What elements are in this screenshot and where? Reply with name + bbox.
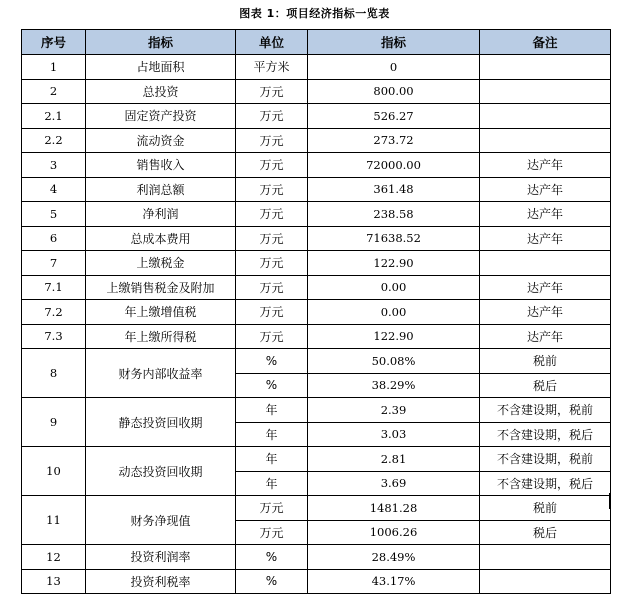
table-row: [22, 55, 611, 80]
cell-unit: 万元: [236, 226, 308, 251]
cell-value: 361.48: [308, 177, 480, 202]
cell-no: 4: [22, 177, 86, 202]
cell-unit: 万元: [236, 177, 308, 202]
cell-unit: 年: [236, 471, 308, 496]
table-row: [22, 226, 611, 251]
cell-value: 0.00: [308, 275, 480, 300]
cell-indicator: 总成本费用: [86, 226, 236, 251]
cell-indicator: 流动资金: [86, 128, 236, 153]
cell-note: 税前: [480, 349, 611, 374]
cell-unit: 万元: [236, 202, 308, 227]
table-row: [22, 300, 611, 325]
cell-value: 122.90: [308, 324, 480, 349]
cell-value: 2.39: [308, 398, 480, 423]
header-cell-value: 指标: [308, 30, 480, 55]
cell-value: 72000.00: [308, 153, 480, 178]
cell-note: 达产年: [480, 177, 611, 202]
cell-no: 3: [22, 153, 86, 178]
cell-unit: 万元: [236, 324, 308, 349]
cell-note: 不含建设期，税后: [480, 471, 611, 496]
cell-note: [480, 79, 611, 104]
cell-unit: 年: [236, 398, 308, 423]
table-body: [22, 55, 611, 594]
cell-unit: 万元: [236, 79, 308, 104]
table-row: [22, 324, 611, 349]
table-caption: 图表 1：项目经济指标一览表: [239, 7, 390, 20]
cell-note: [480, 55, 611, 80]
cell-no: 7: [22, 251, 86, 276]
cell-indicator: 上缴销售税金及附加: [86, 275, 236, 300]
cell-note: 不含建设期，税前: [480, 447, 611, 472]
cell-note: 达产年: [480, 275, 611, 300]
table-row: [22, 104, 611, 129]
cell-no: 7.3: [22, 324, 86, 349]
cell-indicator: 销售收入: [86, 153, 236, 178]
header-row: [22, 30, 611, 55]
cell-value: 1006.26: [308, 520, 480, 545]
cell-unit: %: [236, 349, 308, 374]
cell-value: 3.69: [308, 471, 480, 496]
cell-no: 7.1: [22, 275, 86, 300]
table-row: [22, 545, 611, 570]
cell-indicator: 财务净现值: [86, 496, 236, 545]
cell-unit: %: [236, 545, 308, 570]
cell-note: 不含建设期，税前: [480, 398, 611, 423]
cell-value: 238.58: [308, 202, 480, 227]
cell-value: 0.00: [308, 300, 480, 325]
cell-note: 税前: [480, 496, 611, 521]
table-row: [22, 349, 611, 374]
cell-value: 43.17%: [308, 569, 480, 594]
table-row: [22, 398, 611, 423]
cell-note: [480, 128, 611, 153]
cell-value: 38.29%: [308, 373, 480, 398]
cell-note: 达产年: [480, 324, 611, 349]
cell-unit: 万元: [236, 251, 308, 276]
cell-indicator: 总投资: [86, 79, 236, 104]
cell-no: 9: [22, 398, 86, 447]
cell-no: 2: [22, 79, 86, 104]
cell-note: [480, 569, 611, 594]
table-row: [22, 447, 611, 472]
cell-indicator: 年上缴所得税: [86, 324, 236, 349]
cell-value: 3.03: [308, 422, 480, 447]
cell-value: 273.72: [308, 128, 480, 153]
cell-value: 526.27: [308, 104, 480, 129]
cell-indicator: 静态投资回收期: [86, 398, 236, 447]
cell-value: 2.81: [308, 447, 480, 472]
cell-value: 800.00: [308, 79, 480, 104]
cell-no: 5: [22, 202, 86, 227]
cell-note: 达产年: [480, 153, 611, 178]
cell-no: 10: [22, 447, 86, 496]
cell-unit: 万元: [236, 300, 308, 325]
text-cursor-mark: [609, 493, 611, 509]
cell-unit: 万元: [236, 520, 308, 545]
cell-unit: 万元: [236, 153, 308, 178]
cell-indicator: 占地面积: [86, 55, 236, 80]
cell-indicator: 财务内部收益率: [86, 349, 236, 398]
cell-no: 2.2: [22, 128, 86, 153]
cell-indicator: 投资利税率: [86, 569, 236, 594]
cell-value: 122.90: [308, 251, 480, 276]
cell-value: 1481.28: [308, 496, 480, 521]
table-row: [22, 202, 611, 227]
cell-value: 0: [308, 55, 480, 80]
economic-indicators-table: [21, 29, 611, 594]
cell-unit: 万元: [236, 496, 308, 521]
cell-value: 50.08%: [308, 349, 480, 374]
cell-unit: %: [236, 569, 308, 594]
cell-no: 8: [22, 349, 86, 398]
header-cell-note: 备注: [480, 30, 611, 55]
cell-note: 达产年: [480, 300, 611, 325]
table-row: [22, 128, 611, 153]
table-row: [22, 251, 611, 276]
header-cell-unit: 单位: [236, 30, 308, 55]
cell-note: 达产年: [480, 202, 611, 227]
table-row: [22, 177, 611, 202]
cell-note: 不含建设期，税后: [480, 422, 611, 447]
cell-unit: 万元: [236, 104, 308, 129]
cell-indicator: 上缴税金: [86, 251, 236, 276]
cell-note: [480, 545, 611, 570]
cell-unit: 平方米: [236, 55, 308, 80]
cell-unit: %: [236, 373, 308, 398]
table-row: [22, 275, 611, 300]
table-row: [22, 496, 611, 521]
cell-note: 达产年: [480, 226, 611, 251]
header-cell-no: 序号: [22, 30, 86, 55]
cell-unit: 年: [236, 447, 308, 472]
cell-no: 12: [22, 545, 86, 570]
header-cell-indicator: 指标: [86, 30, 236, 55]
table-row: [22, 79, 611, 104]
cell-note: [480, 104, 611, 129]
cell-note: [480, 251, 611, 276]
cell-indicator: 年上缴增值税: [86, 300, 236, 325]
cell-no: 11: [22, 496, 86, 545]
cell-indicator: 净利润: [86, 202, 236, 227]
cell-note: 税后: [480, 373, 611, 398]
cell-indicator: 投资利润率: [86, 545, 236, 570]
cell-unit: 万元: [236, 275, 308, 300]
cell-unit: 万元: [236, 128, 308, 153]
cell-unit: 年: [236, 422, 308, 447]
cell-no: 6: [22, 226, 86, 251]
cell-indicator: 利润总额: [86, 177, 236, 202]
table-row: [22, 153, 611, 178]
cell-no: 7.2: [22, 300, 86, 325]
cell-no: 2.1: [22, 104, 86, 129]
cell-value: 71638.52: [308, 226, 480, 251]
cell-no: 1: [22, 55, 86, 80]
cell-indicator: 固定资产投资: [86, 104, 236, 129]
cell-no: 13: [22, 569, 86, 594]
cell-note: 税后: [480, 520, 611, 545]
cell-value: 28.49%: [308, 545, 480, 570]
cell-indicator: 动态投资回收期: [86, 447, 236, 496]
table-row: [22, 569, 611, 594]
